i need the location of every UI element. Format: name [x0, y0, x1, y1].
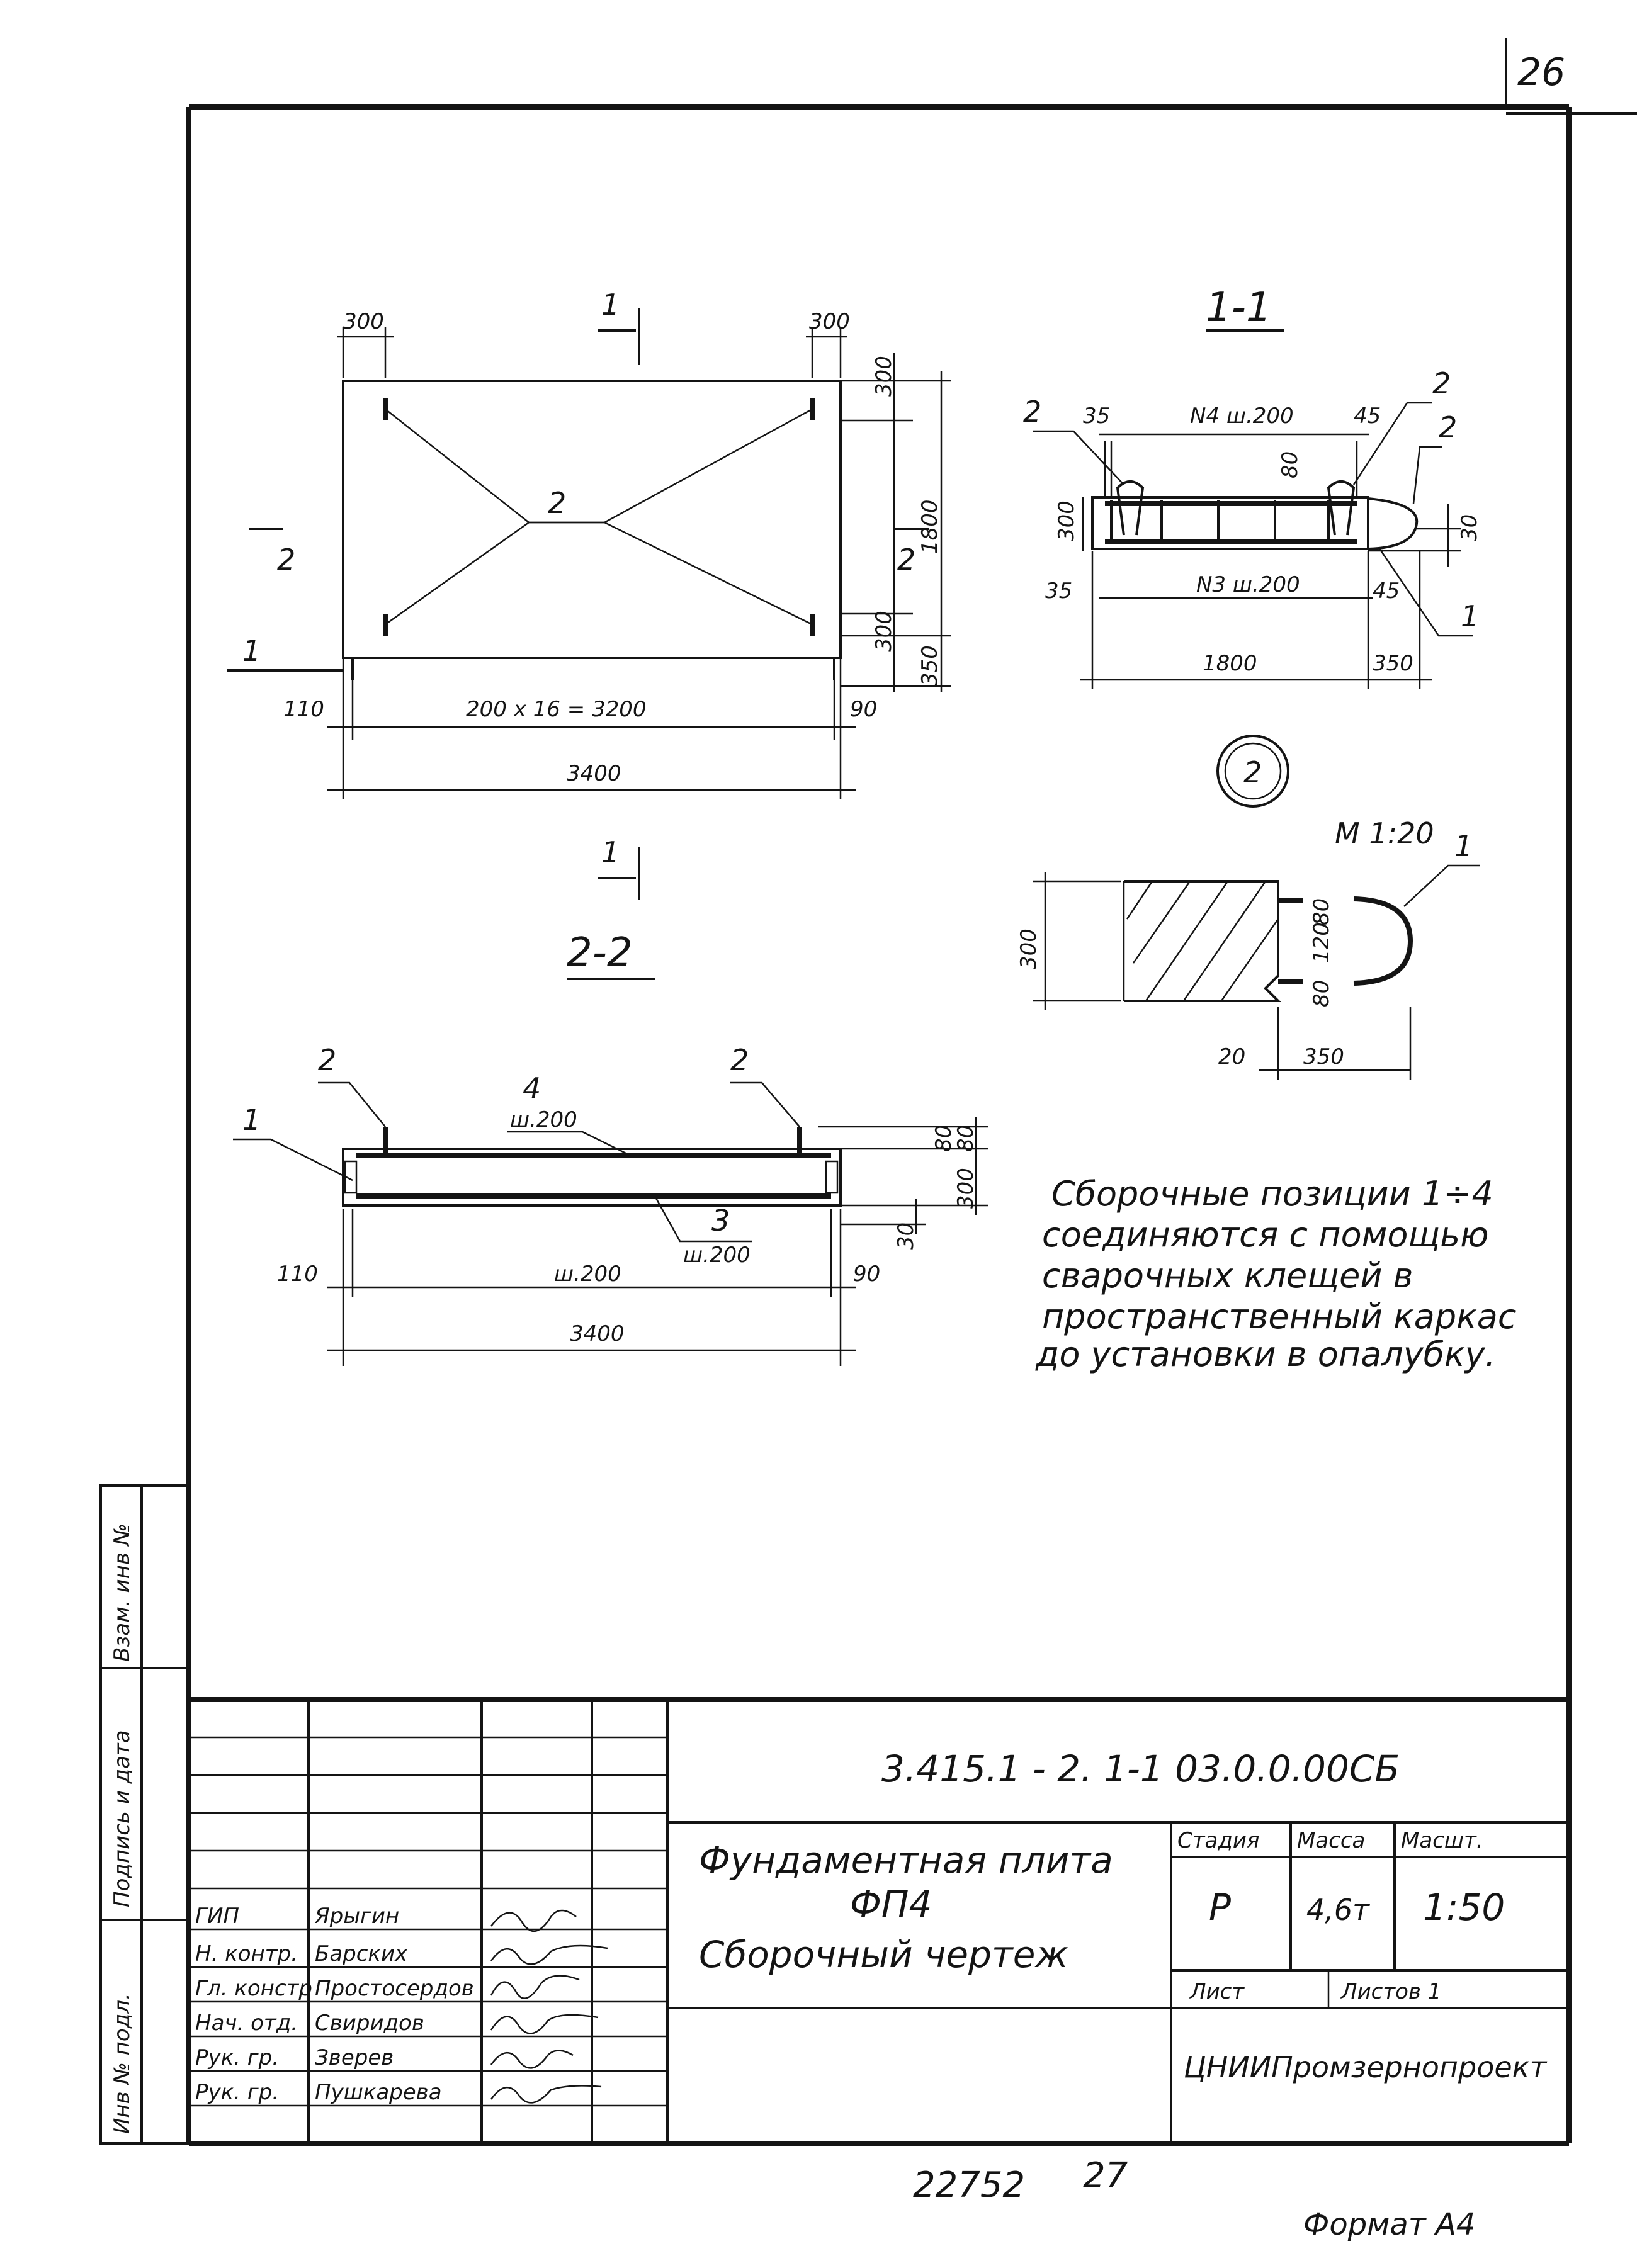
detail-2-dim-300: 300 [1016, 928, 1041, 969]
scale-value: 1:50 [1423, 1886, 1505, 1929]
plan-leader-bottom [385, 522, 812, 624]
section-2-2-dim-90: 90 [853, 1261, 881, 1287]
assembly-note [1035, 1174, 1517, 1374]
signatory-name: Пушкарева [315, 2080, 442, 2105]
section-1-1-dim-35-top: 35 [1083, 403, 1111, 429]
signatory-name: Барских [315, 1941, 408, 1966]
signatory-name: Свиридов [315, 2011, 424, 2036]
signature [491, 1976, 579, 1999]
section-2-2-pos-3: 3 [711, 1204, 730, 1238]
hook-end [1368, 499, 1417, 549]
leader-pos-2-left [318, 1083, 385, 1127]
plan-dim-110: 110 [283, 697, 324, 722]
detail-2-scale: М 1:20 [1335, 816, 1434, 850]
stage-label: Стадия [1177, 1828, 1260, 1853]
hatch [1127, 881, 1152, 919]
detail-2-dim-80b: 80 [1309, 979, 1334, 1007]
end-bar-right [826, 1161, 837, 1193]
section-1-1-dim-45-bottom: 45 [1373, 578, 1400, 604]
section-2-2-pos-2-right: 2 [730, 1043, 749, 1077]
section-1-1-dim-300: 300 [1054, 500, 1079, 541]
hatch [1146, 881, 1228, 1001]
section-1-1-dim-35-bottom: 35 [1045, 578, 1073, 604]
section-1-1-pos-right-top: 2 [1432, 366, 1451, 400]
signature [491, 2085, 601, 2102]
signatory-name: Ярыгин [315, 1904, 400, 1929]
detail-2-dim-120: 120 [1309, 922, 1334, 963]
hatch [1184, 881, 1266, 1001]
side-stamp-podpis: Подпись и дата [110, 1730, 135, 1907]
section-2-2-dim-110: 110 [277, 1261, 318, 1287]
signatory-role: Гл. констр [195, 1976, 312, 2001]
loop-right [1328, 482, 1354, 535]
plan-dim-300-right: 300 [809, 309, 850, 334]
signature [491, 1910, 576, 1931]
section-2-2-dim-3400: 3400 [570, 1321, 625, 1346]
plan-dim-300-right-top: 300 [871, 356, 897, 397]
plan-slab-outline [343, 381, 841, 658]
note-line: пространственный каркас [1042, 1297, 1517, 1336]
leader-pos-1 [233, 1139, 353, 1180]
plan-dim-350: 350 [917, 645, 943, 686]
signatories-table [195, 1904, 474, 2105]
hatch [1133, 881, 1190, 963]
signatory-role: Н. контр. [195, 1941, 298, 1966]
section-2-2-pos-3-step: ш.200 [683, 1243, 751, 1268]
organization: ЦНИИПромзернопроект [1184, 2050, 1547, 2084]
plan-position-label: 2 [548, 486, 567, 520]
section-1-1-pos-left: 2 [1023, 395, 1042, 429]
note-line: соединяются с помощью [1042, 1215, 1489, 1255]
signatory-role: Рук. гр. [195, 2080, 280, 2105]
leader-pos-4 [507, 1132, 630, 1155]
archive-number: 22752 [913, 2165, 1026, 2206]
plan-dim-300-left: 300 [343, 309, 384, 334]
leader-pos-2-left [1033, 431, 1124, 485]
format-label: Формат А4 [1303, 2207, 1476, 2242]
section-1-1-dim-1800: 1800 [1203, 651, 1257, 676]
detail-2-dim-80: 80 [1309, 898, 1334, 925]
plan-view [227, 308, 951, 900]
leader-pos-2-mid [1413, 447, 1442, 504]
plan-dim-3400: 3400 [567, 761, 621, 786]
detail-2-concrete-outline [1124, 881, 1278, 1001]
detail-2-dim-20: 20 [1218, 1044, 1246, 1069]
signature [491, 2051, 573, 2068]
section-2-2 [233, 979, 988, 1366]
section-2-2-pos-4-step: ш.200 [510, 1107, 577, 1132]
section-1-1-dim-45-top: 45 [1354, 403, 1381, 429]
hatch [1221, 919, 1278, 1001]
signatory-name: Простосердов [315, 1976, 474, 2001]
page-number: 26 [1517, 50, 1566, 94]
plan-dim-90: 90 [850, 697, 878, 722]
leader-pos-1 [1404, 866, 1480, 906]
section-1-1-title: 1-1 [1206, 285, 1272, 331]
section-2-2-pos-1: 1 [242, 1103, 261, 1137]
title-line-1: Фундаментная плита [699, 1839, 1113, 1882]
section-2-2-dim-80-top: 80 [953, 1124, 978, 1152]
section-1-1-bottom-bar: N3 ш.200 [1196, 572, 1300, 597]
cut-1-left-label: 1 [242, 634, 261, 668]
section-2-2-dim-300: 300 [953, 1168, 978, 1209]
plan-span-dim: 200 x 16 = 3200 [466, 697, 647, 722]
section-2-2-dim-30: 30 [893, 1222, 919, 1250]
section-2-2-pos-2-left: 2 [318, 1043, 337, 1077]
leader-pos-3 [655, 1196, 752, 1241]
section-1-1-dim-80: 80 [1277, 451, 1303, 478]
signatory-role: ГИП [195, 1904, 239, 1929]
handwritten-signatures [491, 1910, 608, 2102]
note-line: Сборочные позиции 1÷4 [1051, 1174, 1493, 1214]
signature [491, 1946, 608, 1964]
signatory-role: Нач. отд. [195, 2011, 298, 2036]
mass-value: 4,6т [1306, 1893, 1369, 1927]
section-1-1-pos-right-mid: 2 [1439, 410, 1458, 444]
section-1-1-pos-right-bottom: 1 [1461, 599, 1480, 633]
plan-leader-top [385, 409, 812, 522]
stage-value: Р [1209, 1886, 1231, 1929]
plan-dim-1800: 1800 [917, 499, 943, 554]
title-line-2: ФП4 [850, 1883, 932, 1926]
section-2-2-title: 2-2 [567, 930, 633, 976]
section-1-1-top-bar: N4 ш.200 [1190, 403, 1294, 429]
section-2-2-dim-mid: ш.200 [554, 1261, 621, 1287]
side-stamp-vzam: Взам. инв № [110, 1523, 135, 1662]
detail-2-pos-1: 1 [1454, 829, 1473, 863]
signatory-role: Рук. гр. [195, 2045, 280, 2070]
scale-label: Масшт. [1401, 1828, 1483, 1853]
signature [491, 2015, 598, 2033]
sheet-label: Лист [1190, 1979, 1245, 2004]
detail-2-marker-label: 2 [1243, 755, 1262, 789]
signatory-name: Зверев [315, 2045, 394, 2070]
cut-1-top-label: 1 [601, 288, 620, 322]
section-2-2-dim-80-second: 80 [931, 1124, 956, 1152]
loop-left [1118, 482, 1143, 535]
section-1-1 [1033, 330, 1473, 689]
leader-pos-2-right [730, 1083, 800, 1127]
section-1-1-dim-30: 30 [1457, 514, 1482, 541]
title-line-3: Сборочный чертеж [699, 1933, 1068, 1976]
detail-2-hook [1354, 899, 1410, 983]
section-1-1-dim-350: 350 [1373, 651, 1413, 676]
cut-1-bottom-label: 1 [601, 835, 620, 869]
archive-sheet: 27 [1083, 2155, 1128, 2196]
document-code: 3.415.1 - 2. 1-1 03.0.0.00СБ [881, 1747, 1400, 1790]
note-line: до установки в опалубку. [1036, 1334, 1496, 1374]
section-2-2-pos-4: 4 [523, 1071, 541, 1105]
plan-dim-300-right-bottom: 300 [871, 611, 897, 652]
detail-2-dim-350: 350 [1303, 1044, 1344, 1069]
side-stamp-inv-podl: Инв № подл. [110, 1993, 135, 2134]
cut-2-left-label: 2 [277, 543, 296, 577]
mass-label: Масса [1297, 1828, 1366, 1853]
sheets-label: Листов 1 [1341, 1979, 1442, 2004]
cut-2-right-label: 2 [897, 543, 916, 577]
note-line: сварочных клещей в [1042, 1256, 1413, 1295]
